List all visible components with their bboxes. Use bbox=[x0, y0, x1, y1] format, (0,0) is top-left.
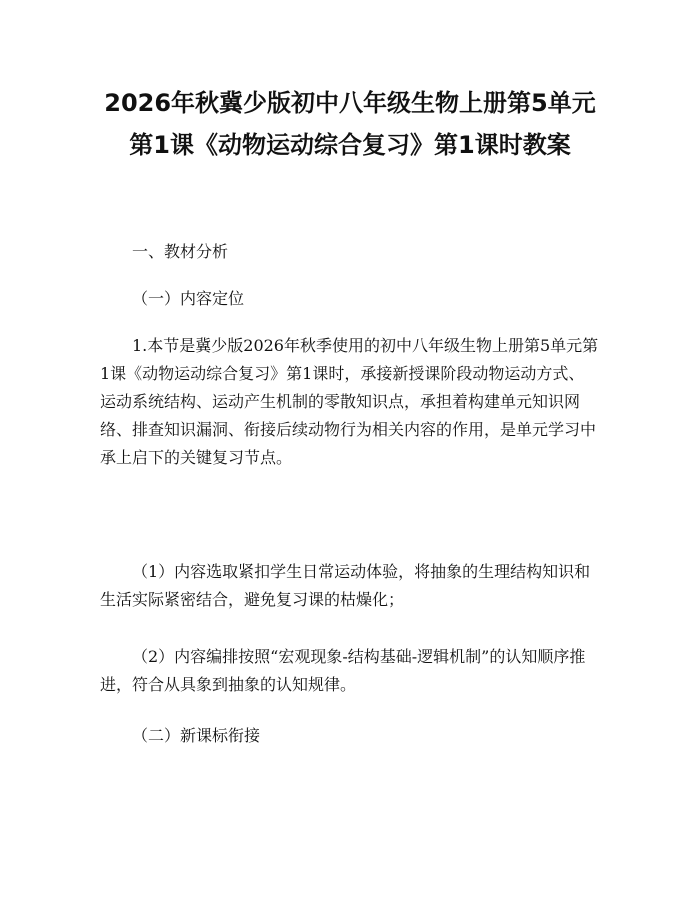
document-title: 2026年秋冀少版初中八年级生物上册第5单元第1课《动物运动综合复习》第1课时教案 bbox=[104, 89, 596, 159]
paragraph-content-order: （2）内容编排按照“宏观现象-结构基础-逻辑机制”的认知顺序推进，符合从具象到抽象的认知规律。 bbox=[100, 647, 586, 694]
paragraph-lesson-positioning: 1.本节是冀少版2026年秋季使用的初中八年级生物上册第5单元第1课《动物运动综合复习》第1课时，承接新授课阶段动物运动方式、运动系统结构、运动产生机制的零散知识点，承担着构建单元知识网络、排查知识漏洞、衔接后续动物行为相关内容的作用，是单元学习中承上启下的关键复习节点。 bbox=[100, 336, 599, 467]
paragraph-content-selection: （1）内容选取紧扣学生日常运动体验，将抽象的生理结构知识和生活实际紧密结合，避免复习课的枯燥化； bbox=[100, 562, 591, 609]
section-heading-teaching-material-analysis: 一、教材分析 bbox=[132, 242, 229, 261]
subsection-heading-content-position: （一）内容定位 bbox=[132, 289, 245, 308]
subsection-heading-new-curriculum-connection: （二）新课标衔接 bbox=[132, 726, 261, 745]
